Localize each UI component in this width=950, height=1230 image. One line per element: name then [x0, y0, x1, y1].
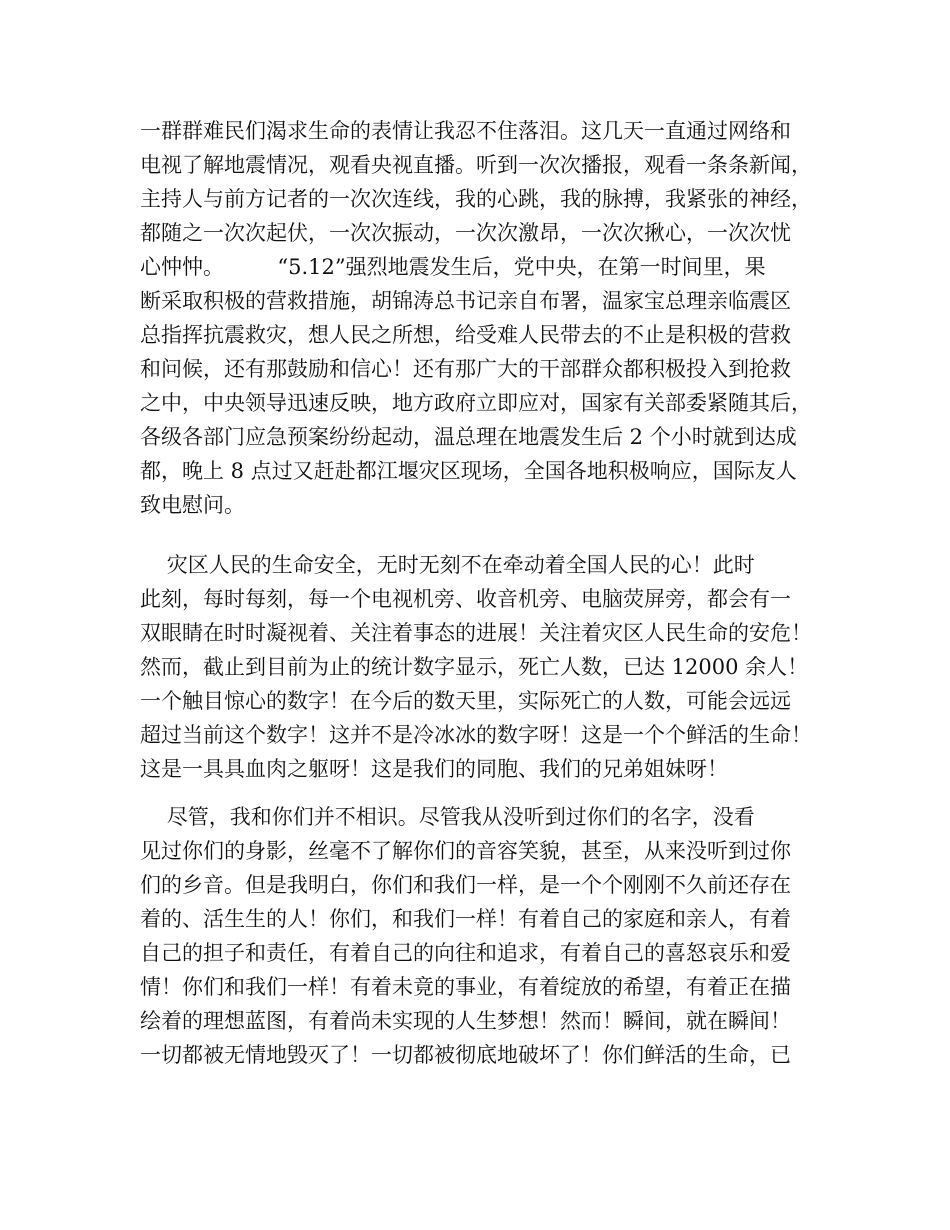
text-line: 都随之一次次起伏，一次次振动，一次次激昂，一次次揪心，一次次忧	[140, 221, 791, 245]
text-line: 各级各部门应急预案纷纷起动，温总理在地震发生后 2 个小时就到达成	[140, 425, 797, 449]
text-line: 致电慰问。	[140, 493, 245, 517]
text-line: 都，晚上 8 点过又赶赴都江堰灾区现场，全国各地积极响应，国际友人	[140, 459, 797, 483]
text-line: 尽管，我和你们并不相识。尽管我从没听到过你们的名字，没看	[140, 805, 755, 829]
text-line: 双眼睛在时时凝视着、关注着事态的进展！关注着灾区人民生命的安危！	[140, 621, 812, 645]
text-line: 超过当前这个数字！这并不是冷冰冰的数字呀！这是一个个鲜活的生命！	[140, 723, 812, 747]
text-line: 这是一具具血肉之躯呀！这是我们的同胞、我们的兄弟姐妹呀！	[140, 757, 728, 781]
text-line: 自己的担子和责任，有着自己的向往和追求，有着自己的喜怒哀乐和爱	[140, 941, 791, 965]
text-line: 绘着的理想蓝图，有着尚未实现的人生梦想！然而！瞬间，就在瞬间！	[140, 1009, 791, 1033]
text-line: 然而，截止到目前为止的统计数字显示，死亡人数，已达 12000 余人！	[140, 655, 809, 679]
text-line: 此刻，每时每刻，每一个电视机旁、收音机旁、电脑荧屏旁，都会有一	[140, 587, 791, 611]
text-line: 见过你们的身影，丝毫不了解你们的音容笑貌，甚至，从来没听到过你	[140, 839, 791, 863]
text-line: 主持人与前方记者的一次次连线，我的心跳，我的脉搏，我紧张的神经，	[140, 187, 812, 211]
text-line: 一个触目惊心的数字！在今后的数天里，实际死亡的人数，可能会远远	[140, 689, 791, 713]
text-line: 着的、活生生的人！你们，和我们一样！有着自己的家庭和亲人，有着	[140, 907, 791, 931]
text-line: 和问候，还有那鼓励和信心！还有那广大的干部群众都积极投入到抢救	[140, 357, 791, 381]
text-line: 电视了解地震情况，观看央视直播。听到一次次播报，观看一条条新闻，	[140, 153, 812, 177]
text-line: 们的乡音。但是我明白，你们和我们一样，是一个个刚刚不久前还存在	[140, 873, 791, 897]
text-line: 情！你们和我们一样！有着未竟的事业，有着绽放的希望，有着正在描	[140, 975, 791, 999]
text-line: 灾区人民的生命安全，无时无刻不在牵动着全国人民的心！此时	[140, 553, 755, 577]
text-line: 之中，中央领导迅速反映，地方政府立即应对，国家有关部委紧随其后，	[140, 391, 812, 415]
text-line: 心忡忡。 “5.12”强烈地震发生后，党中央，在第一时间里，果	[140, 255, 766, 279]
text-line: 总指挥抗震救灾，想人民之所想，给受难人民带去的不止是积极的营救	[140, 323, 791, 347]
text-line: 断采取积极的营救措施，胡锦涛总书记亲自布署，温家宝总理亲临震区	[140, 289, 791, 313]
text-line: 一群群难民们渴求生命的表情让我忍不住落泪。这几天一直通过网络和	[140, 119, 791, 143]
text-line: 一切都被无情地毁灭了！一切都被彻底地破坏了！你们鲜活的生命，已	[140, 1043, 791, 1067]
